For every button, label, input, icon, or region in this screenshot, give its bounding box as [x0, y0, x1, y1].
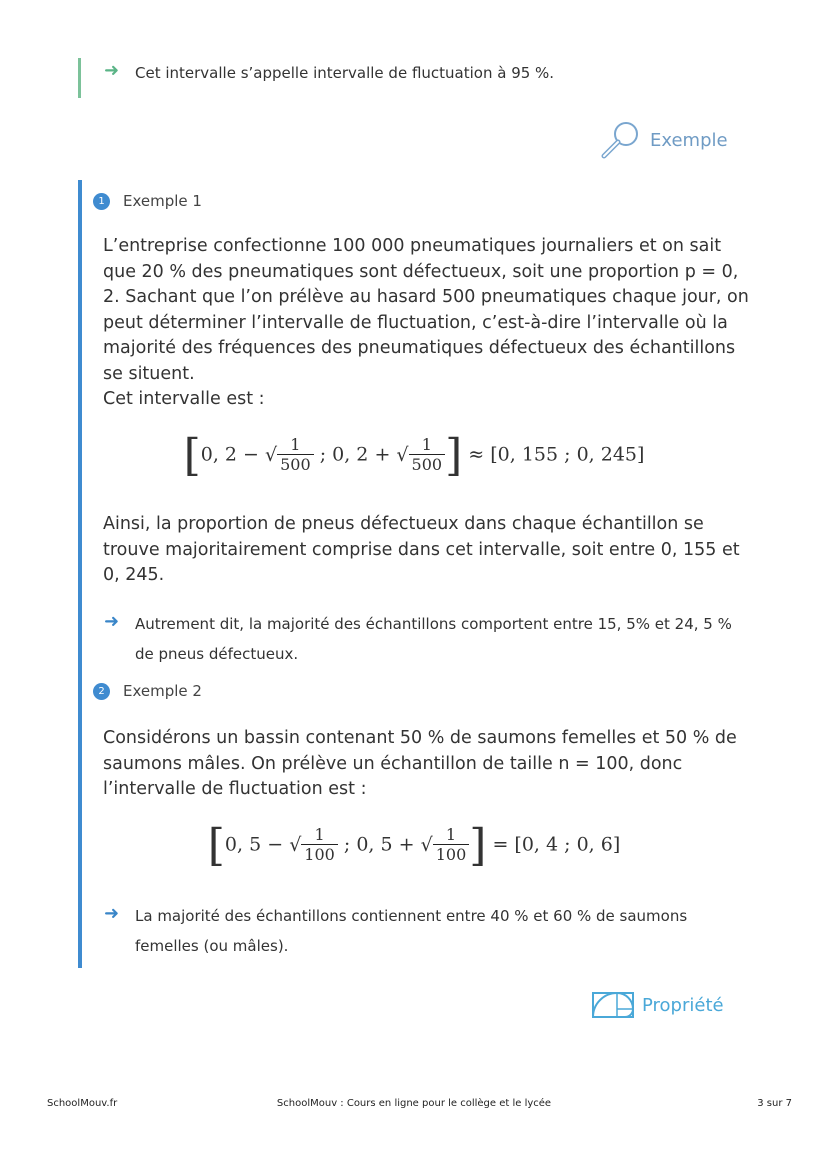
example2-number: 2: [93, 683, 110, 700]
fraction-den: 100: [301, 844, 338, 864]
magnifier-icon: [600, 120, 642, 160]
example-section-header: [600, 120, 728, 160]
fraction-num: 1: [421, 435, 432, 454]
example2-paragraph: Considérons un bassin contenant 50 % de saumons femelles et 50 % de saumons mâles. On prélève un échantillon de taille n = 100, donc l’intervalle de fluctuation est :: [103, 728, 737, 799]
example1-text: L’entreprise confectionne 100 000 pneumatiques journaliers et on sait que 20 % des pneumatiques sont défectueux, soit une proportion p = 0, 2. Sachant que l’on prélève au hasard 500 pneumatiques chaque jour, on peut déterminer l’intervalle de fluctuation, c’est-à-dire l’intervalle où la majorité des fréquences des pneumatiques défectueux des échantillons se situent.: [103, 236, 749, 384]
arrow-icon: ➜: [104, 611, 120, 632]
formula-left: 0, 5 −: [224, 833, 284, 856]
fraction-num: 1: [290, 435, 301, 454]
example1-header: [93, 192, 202, 210]
example2-title: Exemple 2: [123, 682, 202, 700]
arrow-icon: ➜: [104, 60, 120, 81]
formula-result: = [0, 4 ; 0, 6]: [492, 833, 621, 856]
formula-left: 0, 2 −: [200, 443, 259, 466]
formula-mid: ; 0, 5 +: [343, 833, 415, 856]
callout-bar: [78, 58, 81, 98]
example2-formula: [0, 5 − √ $\frac{1}{100}$ ; 0, 5 + √ $\frac{1}{100}$ ] = [0, 4 ; 0, 6]: [207, 820, 621, 871]
fraction-num: 1: [314, 825, 325, 844]
top-note: Cet intervalle s’appelle intervalle de fluctuation à 95 %.: [135, 64, 555, 82]
fraction-den: 500: [409, 454, 446, 474]
golden-spiral-icon: [592, 992, 634, 1018]
arrow-icon: ➜: [104, 903, 120, 924]
example1-number: 1: [93, 193, 110, 210]
example2-note: La majorité des échantillons contiennent entre 40 % et 60 % de saumons femelles (ou mâles).: [135, 907, 688, 955]
footer-title: SchoolMouv : Cours en ligne pour le collège et le lycée: [276, 1098, 552, 1109]
example1-paragraph: [103, 234, 753, 413]
fraction-den: 500: [277, 454, 314, 474]
property-section-header: [592, 992, 724, 1018]
fraction-den: 100: [433, 844, 470, 864]
example1-formula: [0, 2 − √ $\frac{1}{500}$ ; 0, 2 + √ $\frac{1}{500}$ ] ≈ [0, 155 ; 0, 245]: [183, 430, 645, 481]
footer-site: SchoolMouv.fr: [47, 1098, 118, 1109]
example-section-label: Exemple: [650, 129, 728, 151]
footer-page-number: 3 sur 7: [757, 1098, 792, 1109]
formula-mid: ; 0, 2 +: [319, 443, 391, 466]
example1-note: Autrement dit, la majorité des échantillons comportent entre 15, 5% et 24, 5 % de pneus défectueux.: [135, 615, 732, 663]
example2-header: [93, 682, 202, 700]
example1-intro: Cet intervalle est :: [103, 389, 265, 409]
fraction-num: 1: [445, 825, 457, 844]
example1-conclusion: Ainsi, la proportion de pneus défectueux dans chaque échantillon se trouve majoritairement comprise dans cet intervalle, soit entre 0, 155 et 0, 245.: [103, 514, 740, 585]
formula-result: ≈ [0, 155 ; 0, 245]: [468, 443, 645, 466]
example1-title: Exemple 1: [123, 192, 202, 210]
property-section-label: Propriété: [642, 994, 724, 1016]
